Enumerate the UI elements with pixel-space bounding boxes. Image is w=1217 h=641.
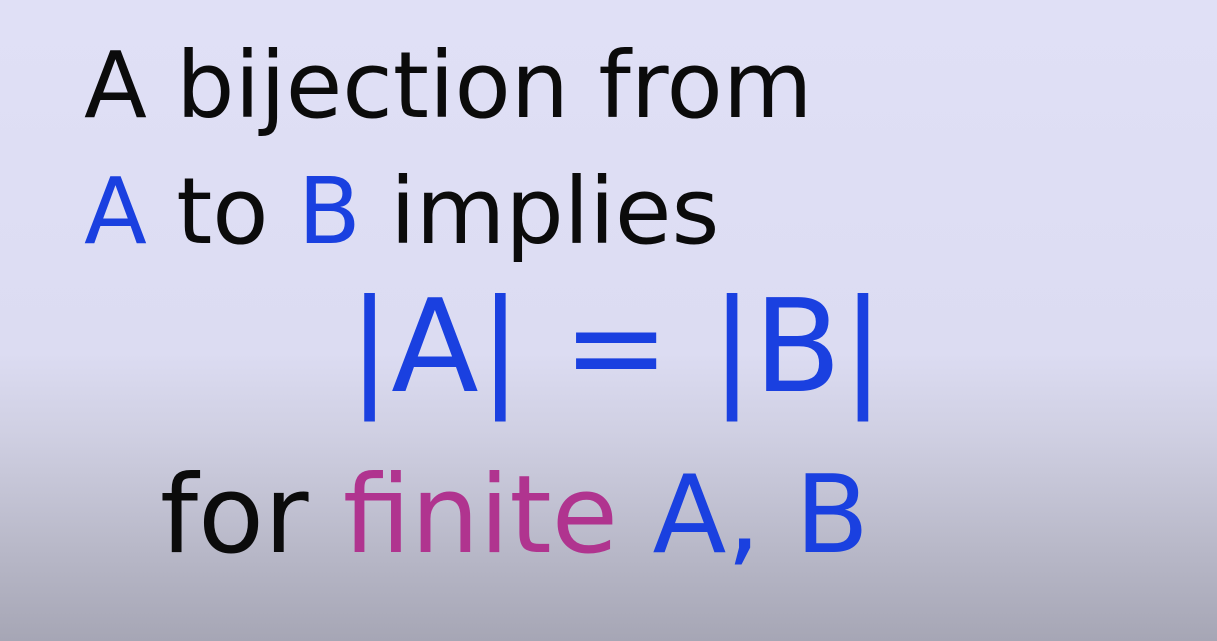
condition-line <box>160 453 870 578</box>
equals-sign: = <box>562 273 670 422</box>
set-a-label: A <box>84 158 147 265</box>
cardinality-a: |A| <box>348 273 522 422</box>
to-text: to <box>176 158 269 265</box>
cardinality-b: |B| <box>710 273 885 422</box>
sets-a-b-text: A, B <box>652 453 870 578</box>
for-text: for <box>160 453 309 578</box>
heading-line-bijection <box>84 32 813 139</box>
heading-line-a-to-b <box>84 158 720 265</box>
bijection-text: A bijection from <box>84 32 813 139</box>
implies-text: implies <box>390 158 720 265</box>
finite-text: finite <box>342 453 619 578</box>
cardinality-equation <box>348 273 885 422</box>
set-b-label: B <box>297 158 361 265</box>
